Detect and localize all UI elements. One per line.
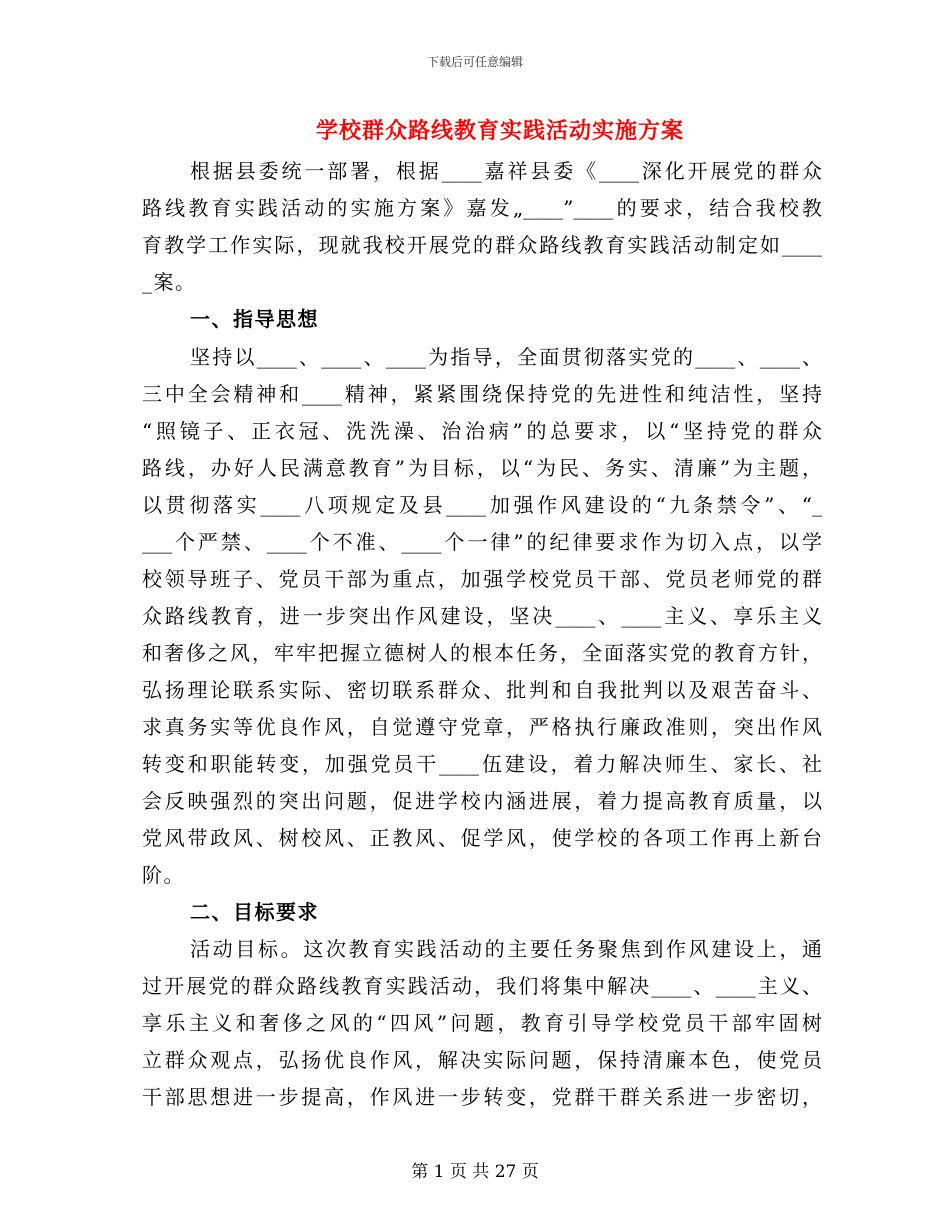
- paragraph-line: 转变和职能转变，加强党员干____伍建设，着力解决师生、家长、社: [142, 752, 822, 776]
- paragraph-line: 根据县委统一部署，根据____嘉祥县委《____深化开展党的群众: [190, 159, 822, 183]
- paragraph-line: 三中全会精神和____精神，紧紧围绕保持党的先进性和纯洁性，坚持: [142, 382, 822, 406]
- paragraph-line: 众路线教育，进一步突出作风建设，坚决____、____主义、享乐主义: [142, 604, 822, 628]
- paragraph-line: 和奢侈之风，牢牢把握立德树人的根本任务，全面落实党的教育方针，: [142, 641, 822, 665]
- paragraph-line: 校领导班子、党员干部为重点，加强学校党员干部、党员老师党的群: [142, 567, 822, 591]
- paragraph-line: “照镜子、正衣冠、洗洗澡、治治病”的总要求，以“坚持党的群众: [142, 419, 822, 443]
- paragraph-line: 过开展党的群众路线教育实践活动，我们将集中解决____、____主义、: [142, 974, 822, 998]
- paragraph-line: 弘扬理论联系实际、密切联系群众、批判和自我批判以及艰苦奋斗、: [142, 678, 822, 702]
- paragraph-line: 干部思想进一步提高，作风进一步转变，党群干群关系进一步密切，: [142, 1085, 822, 1109]
- paragraph-line: 活动目标。这次教育实践活动的主要任务聚焦到作风建设上，通: [190, 937, 822, 961]
- paragraph-line: 路线教育实践活动的实施方案》嘉发„____”____的要求，结合我校教: [142, 196, 822, 220]
- document-title: 学校群众路线教育实践活动实施方案: [315, 118, 684, 144]
- paragraph-line: 坚持以____、____、____为指导，全面贯彻落实党的____、____、: [190, 345, 822, 369]
- paragraph-line: 会反映强烈的突出问题，促进学校内涵进展，着力提高教育质量，以: [142, 789, 822, 813]
- paragraph-line: 党风带政风、树校风、正教风、促学风，使学校的各项工作再上新台: [142, 826, 822, 850]
- paragraph-line: 阶。: [142, 863, 185, 887]
- paragraph-line: 路线，办好人民满意教育”为目标，以“为民、务实、清廉”为主题，: [142, 456, 822, 480]
- page-number: 第 1 页 共 27 页: [411, 1162, 539, 1182]
- paragraph-line: 育教学工作实际，现就我校开展党的群众路线教育实践活动制定如____: [142, 233, 822, 257]
- paragraph-line: 以贯彻落实____八项规定及县____加强作风建设的“九条禁令”、“_: [142, 493, 822, 517]
- section-heading-goals: 二、目标要求: [190, 900, 319, 924]
- paragraph-line: ___个严禁、____个不准、____个一律”的纪律要求作为切入点，以学: [142, 530, 822, 554]
- paragraph-line: _案。: [142, 270, 197, 294]
- paragraph-line: 享乐主义和奢侈之风的“四风”问题，教育引导学校党员干部牢固树: [142, 1011, 822, 1035]
- section-heading-guiding-thought: 一、指导思想: [190, 307, 319, 331]
- paragraph-line: 求真务实等优良作风，自觉遵守党章，严格执行廉政准则，突出作风: [142, 715, 822, 739]
- page-header-note: 下载后可任意编辑: [426, 55, 523, 69]
- paragraph-line: 立群众观点，弘扬优良作风，解决实际问题，保持清廉本色，使党员: [142, 1048, 822, 1072]
